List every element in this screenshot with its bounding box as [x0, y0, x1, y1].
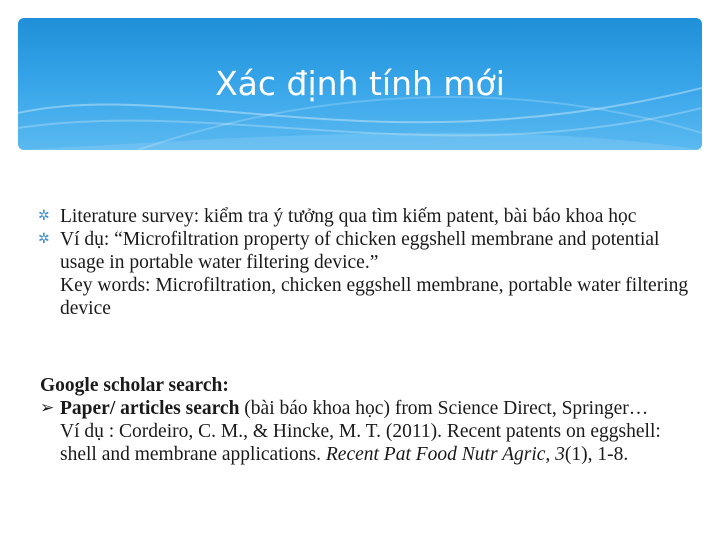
citation-example	[40, 420, 700, 466]
bullet-list	[34, 205, 704, 320]
citation-sep: ,	[545, 444, 556, 465]
title-banner	[18, 18, 702, 150]
asterisk-bullet-icon: ✲	[38, 208, 50, 224]
list-item	[34, 205, 704, 228]
keywords-text: Key words: Microfiltration, chicken eggshell membrane, portable water filtering device	[60, 275, 689, 319]
journal-name: Recent Pat Food Nutr Agric	[325, 444, 546, 465]
citation-text: Ví dụ : Cordeiro, C. M., & Hincke, M. T. (2011). Recent patents on eggshell: shell and membrane applications.	[60, 421, 661, 465]
citation-pages: (1), 1-8.	[564, 444, 629, 465]
journal-volume: 3	[555, 444, 565, 465]
list-item	[34, 228, 704, 274]
bullet-text: Ví dụ: “Microfiltration property of chicken eggshell membrane and potential usage in portable water filtering device.”	[60, 229, 660, 273]
paper-search-desc: (bài báo khoa học) from Science Direct, Springer…	[239, 398, 649, 419]
bullet-text: Literature survey: kiểm tra ý tưởng qua tìm kiếm patent, bài báo khoa học	[60, 206, 637, 227]
page-title: Xác định tính mới	[215, 64, 505, 103]
google-scholar-section	[40, 374, 700, 466]
list-item	[40, 397, 700, 420]
google-scholar-heading: Google scholar search:	[40, 375, 229, 396]
asterisk-bullet-icon: ✲	[38, 231, 50, 247]
paper-search-label: Paper/ articles search	[60, 398, 240, 419]
arrow-bullet-icon: ➢	[40, 398, 55, 418]
